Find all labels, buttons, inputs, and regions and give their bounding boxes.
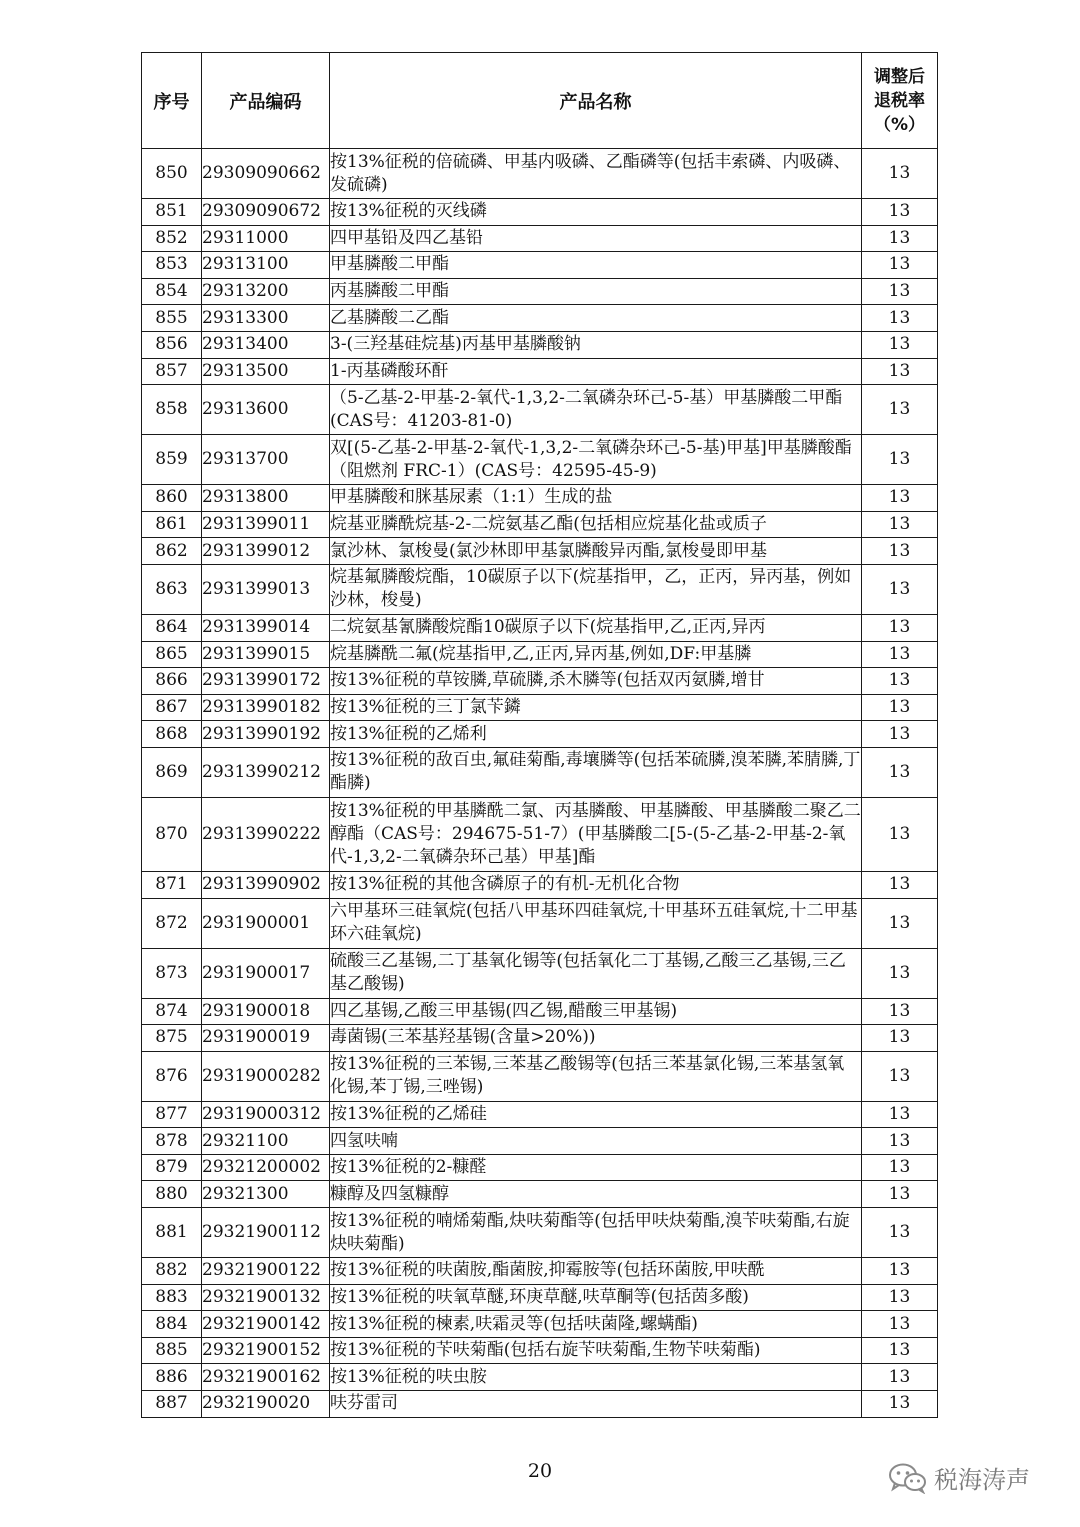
product-code: 2931399012 (202, 538, 330, 565)
product-name (330, 998, 862, 1025)
row-number: 856 (142, 331, 202, 358)
row-number: 862 (142, 538, 202, 565)
product-code: 29313800 (202, 485, 330, 512)
product-code: 29321300 (202, 1181, 330, 1208)
product-name (330, 1208, 862, 1258)
rebate-rate: 13 (862, 225, 938, 252)
product-code: 29313400 (202, 331, 330, 358)
rebate-rate: 13 (862, 1311, 938, 1338)
table-row (142, 1101, 938, 1128)
product-code: 29313500 (202, 358, 330, 385)
table-row (142, 998, 938, 1025)
row-number: 864 (142, 614, 202, 641)
table-row (142, 694, 938, 721)
rebate-rate: 13 (862, 564, 938, 614)
rebate-rate: 13 (862, 278, 938, 305)
table-row (142, 331, 938, 358)
product-name (330, 485, 862, 512)
table-row (142, 511, 938, 538)
product-code: 29319000312 (202, 1101, 330, 1128)
rebate-rate: 13 (862, 1154, 938, 1181)
table-row (142, 1284, 938, 1311)
product-name (330, 1154, 862, 1181)
rebate-rate: 13 (862, 998, 938, 1025)
rebate-rate: 13 (862, 331, 938, 358)
product-name (330, 1391, 862, 1418)
product-code: 2932190020 (202, 1391, 330, 1418)
product-name (330, 1181, 862, 1208)
row-number: 853 (142, 252, 202, 279)
row-number: 879 (142, 1154, 202, 1181)
rebate-rate: 13 (862, 1284, 938, 1311)
rebate-rate: 13 (862, 871, 938, 898)
product-code: 29309090672 (202, 199, 330, 226)
table-row (142, 1181, 938, 1208)
rebate-rate: 13 (862, 1208, 938, 1258)
product-name (330, 641, 862, 668)
product-name-text: 乙基膦酸二乙酯 (330, 307, 449, 328)
product-name-text: 按13%征税的呋氧草醚,环庚草醚,呋草酮等(包括茵多酸) (330, 1286, 749, 1307)
wechat-icon (888, 1462, 928, 1494)
rebate-rate: 13 (862, 898, 938, 948)
product-code: 29309090662 (202, 149, 330, 199)
product-name-text: 按13%征税的呋菌胺,酯菌胺,抑霉胺等(包括环菌胺,甲呋酰 (330, 1260, 765, 1281)
rebate-rate: 13 (862, 641, 938, 668)
product-name-text: 按13%征税的草铵膦,草硫膦,杀木膦等(包括双丙氨膦,增甘 (330, 670, 765, 691)
table-row (142, 898, 938, 948)
header-rate (862, 53, 938, 149)
table-row (142, 1051, 938, 1101)
product-name-text: 二烷氨基氰膦酸烷酯10碳原子以下(烷基指甲,乙,正丙,异丙 (330, 617, 766, 638)
table-row (142, 1337, 938, 1364)
product-name-text: 双[(5-乙基-2-甲基-2-氧代-1,3,2-二氧磷杂环己-5-基)甲基]甲基膦酸酯（阻燃剂 FRC-1）(CAS号：42595-45-9) (330, 437, 852, 481)
table-row (142, 485, 938, 512)
header-rate-line: 退税率 (874, 90, 925, 111)
product-name (330, 252, 862, 279)
product-code: 2931399013 (202, 564, 330, 614)
product-code: 29313700 (202, 435, 330, 485)
row-number: 877 (142, 1101, 202, 1128)
row-number: 882 (142, 1258, 202, 1285)
product-code: 29321900142 (202, 1311, 330, 1338)
product-code: 29311000 (202, 225, 330, 252)
rebate-rate: 13 (862, 538, 938, 565)
product-name (330, 225, 862, 252)
product-code: 2931399014 (202, 614, 330, 641)
product-name (330, 871, 862, 898)
row-number: 876 (142, 1051, 202, 1101)
row-number: 872 (142, 898, 202, 948)
rebate-rate: 13 (862, 1128, 938, 1155)
product-name (330, 668, 862, 695)
product-name-text: 呋芬雷司 (330, 1393, 398, 1414)
product-name (330, 747, 862, 797)
rebate-rate: 13 (862, 614, 938, 641)
product-code: 29313990172 (202, 668, 330, 695)
product-name (330, 435, 862, 485)
product-name-text: 3-(三羟基硅烷基)丙基甲基膦酸钠 (330, 334, 581, 355)
row-number: 850 (142, 149, 202, 199)
product-code: 29313990902 (202, 871, 330, 898)
product-name (330, 1025, 862, 1052)
rebate-rate: 13 (862, 747, 938, 797)
row-number: 865 (142, 641, 202, 668)
product-name-text: 按13%征税的灭线磷 (330, 201, 487, 222)
table-row (142, 948, 938, 998)
product-name (330, 898, 862, 948)
row-number: 868 (142, 721, 202, 748)
rebate-rate: 13 (862, 149, 938, 199)
table-row (142, 225, 938, 252)
product-name-text: 烷基亚膦酰烷基-2-二烷氨基乙酯(包括相应烷基化盐或质子 (330, 514, 767, 535)
product-code: 2931900017 (202, 948, 330, 998)
product-name-text: 按13%征税的倍硫磷、甲基内吸磷、乙酯磷等(包括丰索磷、内吸磷、发硫磷) (330, 151, 851, 195)
rebate-rate: 13 (862, 305, 938, 332)
product-name-text: 烷基膦酰二氟(烷基指甲,乙,正丙,异丙基,例如,DF:甲基膦 (330, 643, 752, 664)
table-row (142, 1364, 938, 1391)
product-code: 29313990222 (202, 797, 330, 871)
rebate-rate: 13 (862, 199, 938, 226)
table-row (142, 641, 938, 668)
product-code: 29321900112 (202, 1208, 330, 1258)
product-name-text: 按13%征税的2-糠醛 (330, 1157, 487, 1178)
row-number: 869 (142, 747, 202, 797)
row-number: 885 (142, 1337, 202, 1364)
product-code: 29321900152 (202, 1337, 330, 1364)
product-name-text: 氯沙林、氯梭曼(氯沙林即甲基氯膦酸异丙酯,氯梭曼即甲基 (330, 540, 768, 561)
rebate-rate: 13 (862, 435, 938, 485)
product-name (330, 614, 862, 641)
row-number: 875 (142, 1025, 202, 1052)
table-header-row (142, 53, 938, 149)
product-name (330, 385, 862, 435)
product-name (330, 1101, 862, 1128)
rebate-rate: 13 (862, 797, 938, 871)
row-number: 854 (142, 278, 202, 305)
brand-name: 税海涛声 (934, 1466, 1030, 1494)
product-code: 29313300 (202, 305, 330, 332)
rebate-rate: 13 (862, 1391, 938, 1418)
product-name (330, 797, 862, 871)
row-number: 881 (142, 1208, 202, 1258)
product-name-text: （5-乙基-2-甲基-2-氧代-1,3,2-二氧磷杂环己-5-基）甲基膦酸二甲酯(CAS号：41203-81-0) (330, 387, 843, 431)
product-name (330, 199, 862, 226)
header-rate-line: （%） (873, 114, 926, 135)
table-row (142, 358, 938, 385)
rebate-rate: 13 (862, 1364, 938, 1391)
product-name-text: 硫酸三乙基锡,二丁基氧化锡等(包括氧化二丁基锡,乙酸三乙基锡,三乙基乙酸锡) (330, 951, 846, 994)
table-row (142, 199, 938, 226)
row-number: 866 (142, 668, 202, 695)
table-row (142, 1311, 938, 1338)
row-number: 883 (142, 1284, 202, 1311)
row-number: 858 (142, 385, 202, 435)
row-number: 863 (142, 564, 202, 614)
row-number: 887 (142, 1391, 202, 1418)
product-code: 29319000282 (202, 1051, 330, 1101)
product-name-text: 丙基膦酸二甲酯 (330, 281, 449, 302)
row-number: 886 (142, 1364, 202, 1391)
product-name (330, 1258, 862, 1285)
product-name (330, 331, 862, 358)
product-code: 29313990192 (202, 721, 330, 748)
table-body (142, 149, 938, 1418)
rebate-rate: 13 (862, 721, 938, 748)
product-code: 29313990182 (202, 694, 330, 721)
rebate-rate: 13 (862, 1101, 938, 1128)
header-name: 产品名称 (330, 53, 862, 149)
table-row (142, 1025, 938, 1052)
product-name (330, 1284, 862, 1311)
rebate-rate: 13 (862, 1181, 938, 1208)
rebate-rate: 13 (862, 252, 938, 279)
rebate-rate: 13 (862, 1258, 938, 1285)
table-row (142, 435, 938, 485)
product-code: 29313990212 (202, 747, 330, 797)
table-row (142, 614, 938, 641)
table-row (142, 1128, 938, 1155)
product-code: 2931900018 (202, 998, 330, 1025)
product-name (330, 721, 862, 748)
table-row (142, 668, 938, 695)
product-name-text: 毒菌锡(三苯基羟基锡(含量>20%)) (330, 1027, 596, 1048)
product-name-text: 按13%征税的三丁氯苄鏻 (330, 697, 521, 718)
table-row (142, 385, 938, 435)
table-row (142, 1154, 938, 1181)
product-code: 2931900001 (202, 898, 330, 948)
product-name (330, 564, 862, 614)
rebate-rate: 13 (862, 668, 938, 695)
rebate-rate: 13 (862, 1337, 938, 1364)
product-name (330, 1337, 862, 1364)
product-code: 29313200 (202, 278, 330, 305)
product-code: 29313100 (202, 252, 330, 279)
product-code: 29321900162 (202, 1364, 330, 1391)
product-name (330, 1311, 862, 1338)
row-number: 884 (142, 1311, 202, 1338)
row-number: 857 (142, 358, 202, 385)
rebate-rate: 13 (862, 485, 938, 512)
brand-watermark (888, 1460, 1030, 1495)
product-name-text: 六甲基环三硅氧烷(包括八甲基环四硅氧烷,十甲基环五硅氧烷,十二甲基环六硅氧烷) (330, 901, 858, 944)
row-number: 874 (142, 998, 202, 1025)
header-rate-line: 调整后 (874, 66, 925, 87)
table-row (142, 149, 938, 199)
table-row (142, 721, 938, 748)
product-name-text: 按13%征税的楝素,呋霜灵等(包括呋菌隆,螺螨酯) (330, 1313, 698, 1334)
product-name-text: 按13%征税的乙烯利 (330, 723, 487, 744)
product-name-text: 糠醇及四氢糠醇 (330, 1183, 449, 1204)
product-name-text: 四乙基锡,乙酸三甲基锡(四乙锡,醋酸三甲基锡) (330, 1000, 678, 1021)
product-code: 2931399015 (202, 641, 330, 668)
table-row (142, 564, 938, 614)
product-name-text: 按13%征税的甲基膦酰二氯、丙基膦酸、甲基膦酸、甲基膦酸二聚乙二醇酯（CAS号：294675-51-7）(甲基膦酸二[5-(5-乙基-2-甲基-2-氧代-1,3,2-二氧磷杂环己基）甲基]酯 (330, 800, 861, 867)
row-number: 855 (142, 305, 202, 332)
row-number: 873 (142, 948, 202, 998)
product-code: 29321900122 (202, 1258, 330, 1285)
rebate-rate: 13 (862, 358, 938, 385)
product-name-text: 按13%征税的其他含磷原子的有机-无机化合物 (330, 874, 680, 895)
row-number: 871 (142, 871, 202, 898)
table-row (142, 305, 938, 332)
product-name (330, 358, 862, 385)
product-name (330, 511, 862, 538)
table-row (142, 538, 938, 565)
row-number: 870 (142, 797, 202, 871)
product-name (330, 1128, 862, 1155)
table-row (142, 797, 938, 871)
product-name-text: 1-丙基磷酸环酐 (330, 360, 449, 381)
page-number: 20 (527, 1460, 553, 1482)
product-name (330, 305, 862, 332)
product-code: 29321200002 (202, 1154, 330, 1181)
header-no: 序号 (142, 53, 202, 149)
rebate-table (141, 52, 938, 1418)
row-number: 880 (142, 1181, 202, 1208)
table-row (142, 1391, 938, 1418)
product-name-text: 按13%征税的三苯锡,三苯基乙酸锡等(包括三苯基氯化锡,三苯基氢氧化锡,苯丁锡,三唑锡) (330, 1054, 845, 1098)
product-name-text: 按13%征税的苄呋菊酯(包括右旋苄呋菊酯,生物苄呋菊酯) (330, 1340, 761, 1361)
rebate-rate: 13 (862, 385, 938, 435)
table-row (142, 871, 938, 898)
product-name-text: 四甲基铅及四乙基铅 (330, 227, 483, 248)
rebate-rate: 13 (862, 1051, 938, 1101)
product-name (330, 538, 862, 565)
product-name-text: 甲基膦酸二甲酯 (330, 254, 449, 275)
rebate-rate: 13 (862, 694, 938, 721)
product-code: 29321900132 (202, 1284, 330, 1311)
rebate-rate: 13 (862, 511, 938, 538)
product-code: 29313600 (202, 385, 330, 435)
product-code: 29321100 (202, 1128, 330, 1155)
table-row (142, 747, 938, 797)
product-name (330, 1051, 862, 1101)
product-code: 2931399011 (202, 511, 330, 538)
product-name-text: 甲基膦酸和脒基尿素（1:1）生成的盐 (330, 487, 613, 508)
product-name (330, 149, 862, 199)
product-name-text: 四氢呋喃 (330, 1130, 398, 1151)
table-row (142, 252, 938, 279)
product-name (330, 948, 862, 998)
rebate-rate: 13 (862, 1025, 938, 1052)
row-number: 852 (142, 225, 202, 252)
row-number: 861 (142, 511, 202, 538)
header-code: 产品编码 (202, 53, 330, 149)
product-name-text: 按13%征税的敌百虫,氟硅菊酯,毒壤膦等(包括苯硫膦,溴苯膦,苯腈膦,丁酯膦) (330, 750, 861, 794)
table-row (142, 1208, 938, 1258)
row-number: 859 (142, 435, 202, 485)
row-number: 867 (142, 694, 202, 721)
product-name-text: 按13%征税的喃烯菊酯,炔呋菊酯等(包括甲呋炔菊酯,溴苄呋菊酯,右旋炔呋菊酯) (330, 1210, 850, 1254)
product-name (330, 1364, 862, 1391)
rebate-rate: 13 (862, 948, 938, 998)
table-row (142, 1258, 938, 1285)
product-name (330, 278, 862, 305)
row-number: 851 (142, 199, 202, 226)
product-name-text: 按13%征税的乙烯硅 (330, 1103, 487, 1124)
row-number: 860 (142, 485, 202, 512)
product-name-text: 按13%征税的呋虫胺 (330, 1366, 487, 1387)
row-number: 878 (142, 1128, 202, 1155)
table-row (142, 278, 938, 305)
product-name (330, 694, 862, 721)
product-code: 2931900019 (202, 1025, 330, 1052)
product-name-text: 烷基氟膦酸烷酯，10碳原子以下(烷基指甲，乙，正丙，异丙基，例如沙林，梭曼) (330, 567, 852, 611)
